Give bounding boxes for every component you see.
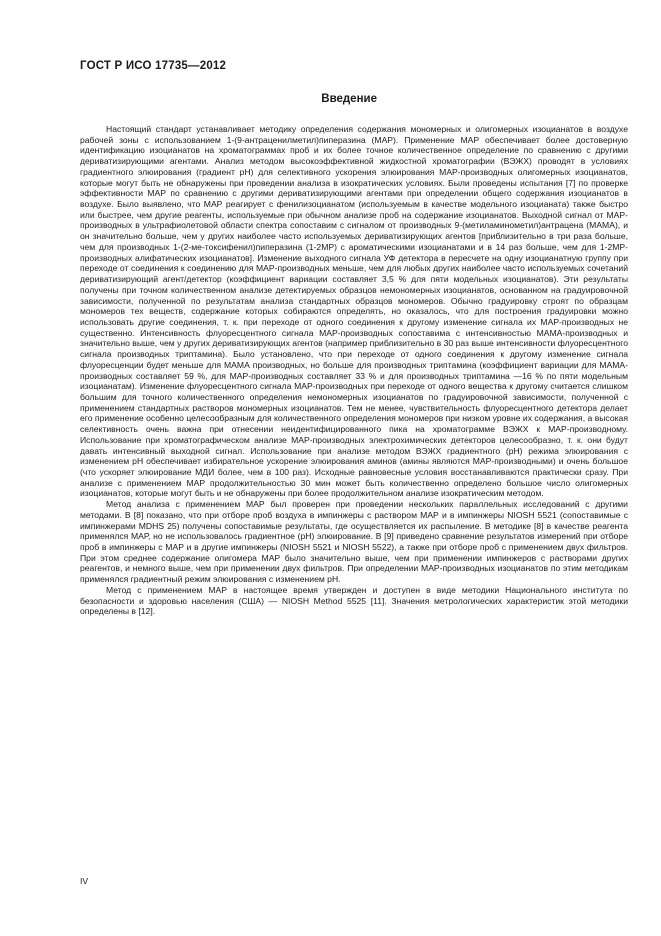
section-title: Введение: [321, 93, 377, 105]
paragraph-3: Метод с применением МАР в настоящее время утвержден и доступен в виде методики Национального института по безопасности и здоровью населения (США) — NIOSH Method 5525 [11]. Значения метрологических характеристик этой методики определены в [12].: [80, 584, 628, 617]
page-number: IV: [80, 876, 89, 886]
paragraph-1: Настоящий стандарт устанавливает методику определения содержания мономерных и олигомерных изоцианатов в воздухе рабочей зоны с использованием 1-(9-антраценилметил)пиперазина (МАР). Применение МАР обеспечивает более достоверную идентификацию изоцианатов на хроматограммах проб и их более точное количественное определение по сравнению с другими дериватизирующими агентами. Анализ методом высокоэффективной жидкостной хроматографии (ВЭЖХ) проводят в условиях градиентного элюирования (градиент рН) для селективного ускорения элюирования МАР-производных олигомерных изоцианатов, которые могут быть не обнаружены при проведении анализа в изократических условиях. Были проведены испытания [7] по проверке эффективности МАР по сравнению с другими дериватизирующими агентами при определении общего содержания изоцианатов в воздухе. Было выявлено, что МАР реагирует с фенилизоцианатом (используемым в качестве модельного изоцианата) также быстро или быстрее, чем другие реагенты, используемые при обычном анализе проб на содержание изоцианатов. Выходной сигнал от МАР-производных в ультрафиолетовой области спектра сопоставим с сигналом от производных 9-(метиламинометил)антрацена (МАМА), и он значительно больше, чем у других наиболее часто используемых дериватизирующих агентов [приблизительно в три раза больше, чем для производных 1-(2-ме-токсифенил)пиперазина (1-2МР) с ароматическими изоцианатами и в 14 раз больше, чем для 1-2МР-производных алифатических изоцианатов]. Изменение выходного сигнала УФ детектора в пересчете на одну изоцианатную группу при переходе от соединения к соединению для МАР-производных меньше, чем для любых других наиболее часто используемых сочетаний дериватизирующий агент/детектор (коэффициент вариации составляет 3,5 % для пяти модельных изоцианатов). Эти результаты получены при точном количественном анализе детектируемых образцов немономерных изоцианатов, основанном на градуировочной зависимости, полученной по результатам анализа стандартных образцов мономеров. Обычно градуировку строят по образцам мономеров тех веществ, содержание которых собираются определять, но оказалось, что для построения градуировки можно использовать другие соединения, т. к. при переходе от одного соединения к другому изменение сигнала их МАР-производных не существенно. Интенсивность флуоресцентного сигнала МАР-производных сопоставима с интенсивностью МАМА-производных и значительно выше, чем у других дериватизирующих агентов (например приблизительно в 30 раз выше интенсивности флуоресцентного сигнала производных триптамина). Было установлено, что при переходе от одного соединения к другому изменение сигнала флуоресценции будет меньше для МАМА производных, но больше для производных триптамина (коэффициент вариации для МАМА-производных составляет 59 %, для МАР-производных составляет 33 % и для производных триптамина —16 % по пяти модельным изоцианатам). Изменение флуоресцентного сигнала МАР-производных при переходе от одного вещества к другому считается слишком большим для точного количественного определения немономерных изоцианатов по градуировочной зависимости, полученной с применением стандартных растворов мономерных изоцианатов. Тем не менее, чувствительность флуоресцентного детектора делает его применение особенно целесообразным для количественного определения мономеров при низком уровне их содержания, а высокая селективность очень важна при отнесении неидентифицированного пика на хроматограмме ВЭЖХ к МАР-производному. Использование при хроматографическом анализе МАР-производных электрохимических детекторов целесообразно, т. к. они будут давать интенсивный выходной сигнал. Использование при анализе методом ВЭЖХ градиентного (рН) режима элюирования с изменением рН обеспечивает избирательное ускорение элюирования аминов (амины являются МАР-производными) и очень большое (что ускоряет элюирование МДИ более, чем в 100 раз). Исходные равновесные условия восстанавливаются практически сразу. При анализе с применением МАР продолжительностью 30 мин может быть количественно определено большое число олигомерных изоцианатов, которые могут быть и не обнаружены при более продолжительном анализе изократическим методом.: [80, 124, 628, 499]
standard-designation: ГОСТ Р ИСО 17735—2012: [80, 60, 227, 72]
paragraph-2: Метод анализа с применением МАР был проверен при проведении нескольких параллельных исследований с другими методами. В [8] показано, что при отборе проб воздуха в импинжеры с раствором МАР и в импинжеры NIOSH 5521 (сопоставимые с импинжерами MDHS 25) получены сопоставимые результаты, где осуществляется их распыление. В методике [8] в качестве реагента применялся МАР, но не использовалось градиентное (рН) элюирование. В [9] приведено сравнение результатов измерений при отборе проб в импинжеры с МАР и в другие импинжеры (NIOSH 5521 и NIOSH 5522), а также при отборе проб с применением двух фильтров. При этом среднее содержание олигомера МАР было значительно выше, чем при применении импинжеров с растворами других реагентов, и немного выше, чем при применении двух фильтров. При определении МАР-производных изоцианатов по этим методикам применялся градиентный режим элюирования с изменением рН.: [80, 499, 628, 585]
body-text: [80, 124, 628, 617]
